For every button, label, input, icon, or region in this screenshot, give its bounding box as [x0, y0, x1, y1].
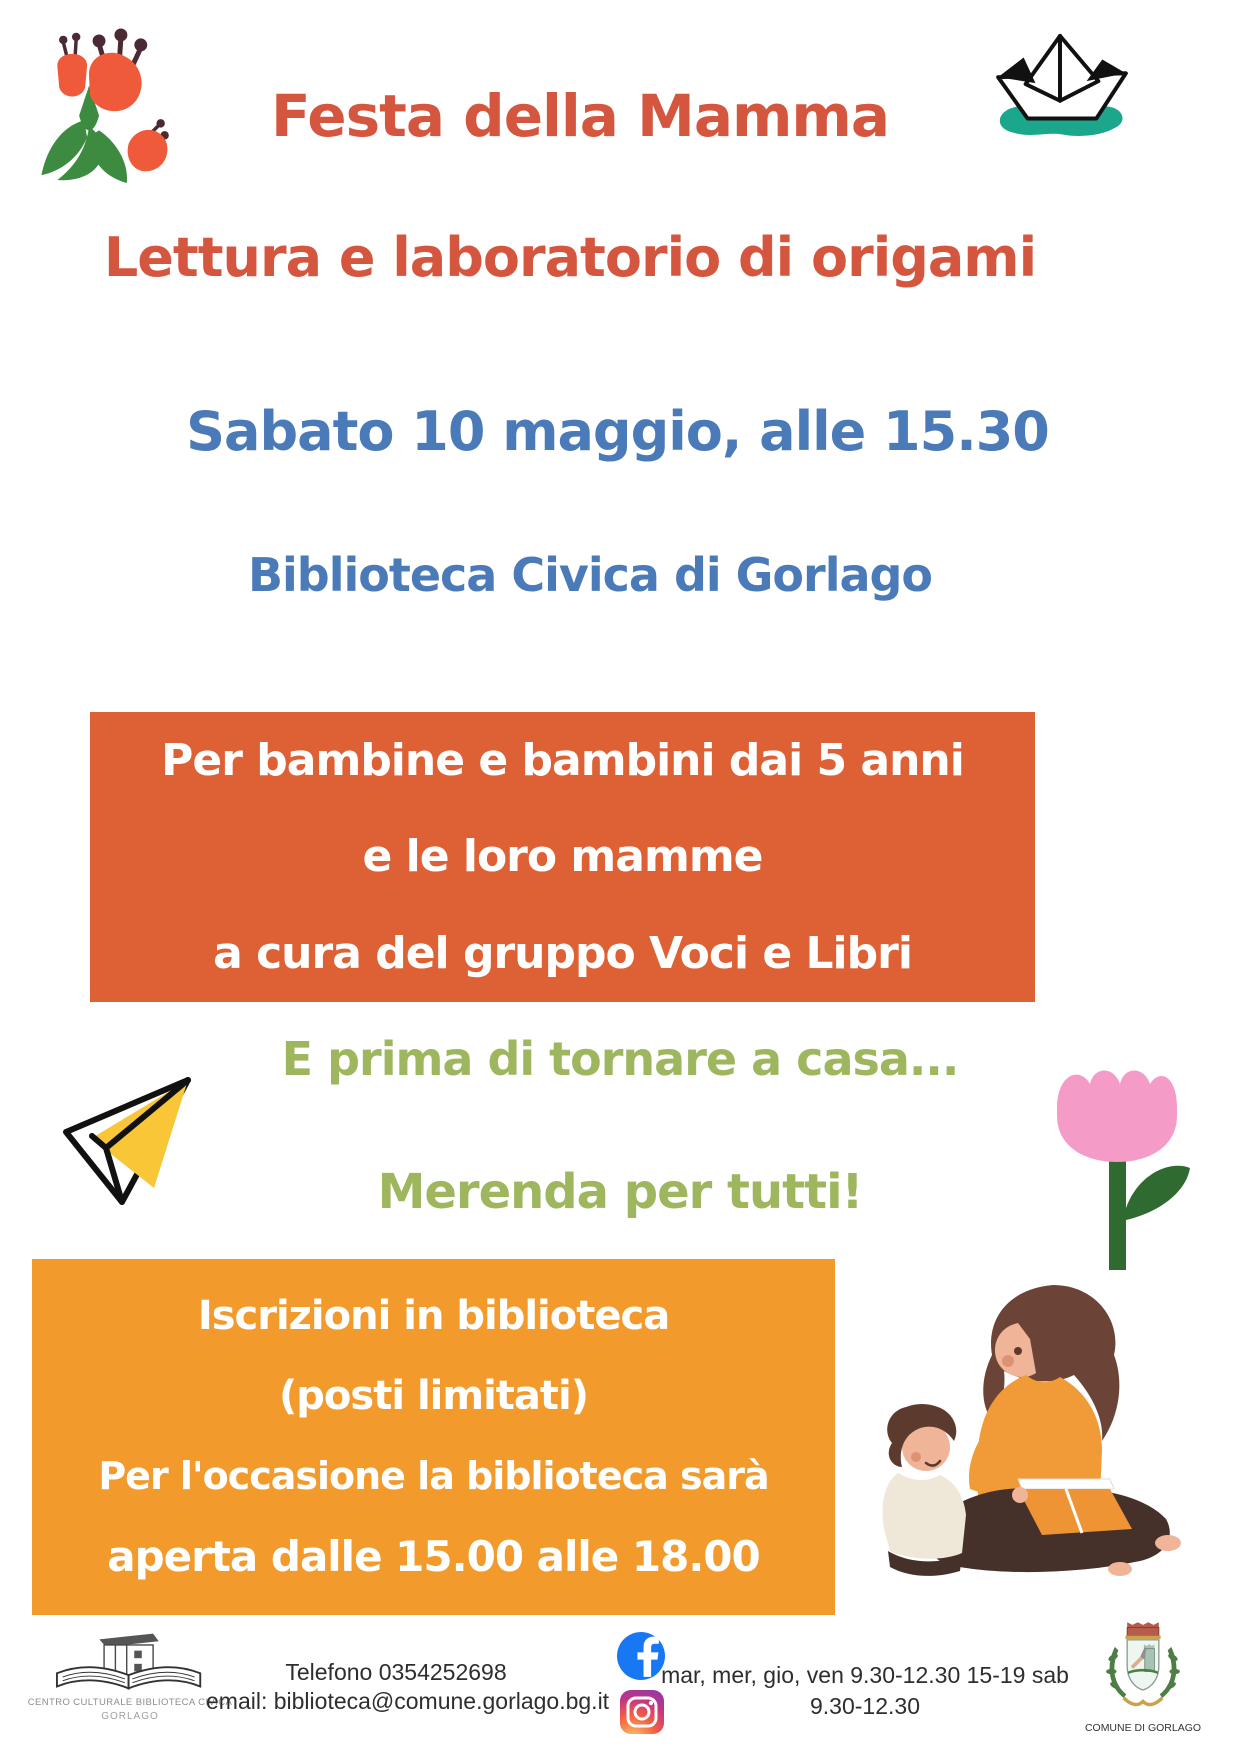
phone-text: Telefono 0354252698	[285, 1659, 507, 1685]
library-logo-town: GORLAGO	[101, 1711, 159, 1722]
audience-line-1: Per bambine e bambini dai 5 anni	[161, 734, 964, 786]
opening-hours	[655, 1660, 1075, 1722]
registration-line-4: aperta dalle 15.00 alle 18.00	[107, 1531, 760, 1581]
registration-line-3: Per l'occasione la biblioteca sarà	[98, 1453, 769, 1498]
event-date: Sabato 10 maggio, alle 15.30	[186, 400, 1049, 463]
registration-line-1: Iscrizioni in biblioteca	[197, 1293, 670, 1340]
poster-title: Festa della Mamma	[271, 82, 889, 150]
registration-line-2: (posti limitati)	[279, 1373, 588, 1420]
teaser-line: E prima di tornare a casa...	[281, 1032, 959, 1086]
library-logo	[44, 1628, 216, 1694]
coat-of-arms	[1099, 1617, 1187, 1719]
email-text: email: biblioteca@comune.gorlago.bg.it	[206, 1688, 610, 1714]
municipality-caption: COMUNE DI GORLAGO	[1084, 1722, 1202, 1734]
audience-line-3: a cura del gruppo Voci e Libri	[213, 928, 912, 980]
library-logo-caption: CENTRO CULTURALE BIBLIOTECA CIVICA	[27, 1697, 233, 1708]
paper-boat-icon	[988, 30, 1136, 146]
registration-box	[32, 1259, 835, 1615]
event-location: Biblioteca Civica di Gorlago	[247, 548, 933, 602]
audience-line-2: e le loro mamme	[362, 831, 763, 883]
snack-line: Merenda per tutti!	[377, 1164, 863, 1220]
audience-box	[90, 712, 1035, 1002]
hours-line-2: 9.30-12.30	[810, 1693, 920, 1719]
hours-line-1: mar, mer, gio, ven 9.30-12.30 15-19 sab	[661, 1662, 1069, 1688]
mother-child-reading-illustration	[868, 1283, 1193, 1590]
poster-subtitle: Lettura e laboratorio di origami	[103, 226, 1037, 289]
